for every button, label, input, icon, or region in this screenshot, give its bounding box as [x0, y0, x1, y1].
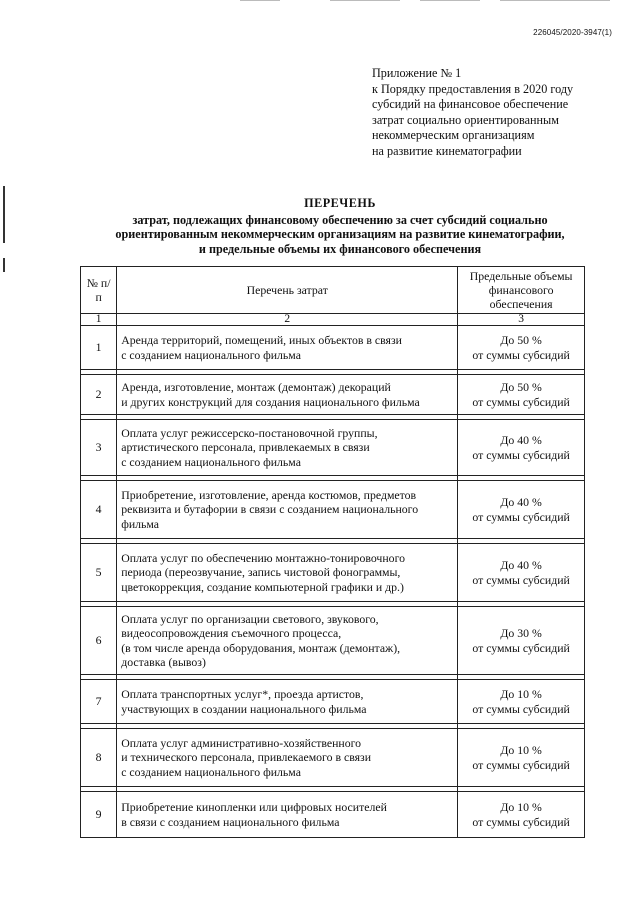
title-heading: ПЕРЕЧЕНЬ	[304, 196, 376, 210]
expense-name-line: Аренда, изготовление, монтаж (демонтаж) декораций	[121, 380, 391, 395]
column-index: 1	[81, 314, 117, 326]
expense-name-line: и других конструкций для создания национального фильма	[121, 394, 420, 409]
header-num: № п/п	[81, 267, 117, 314]
title-subtitle-line: ориентированным некоммерческим организациям на развитие кинематографии,	[115, 227, 565, 242]
column-index: 2	[117, 314, 458, 326]
expense-name	[117, 420, 458, 476]
table-row	[81, 680, 585, 724]
expense-limit-line: До 10 %	[500, 687, 542, 702]
expense-name-line: (в том числе аренда оборудования, монтаж (демонтаж),	[121, 640, 401, 655]
expense-name-line: цветокоррекция, создание компьютерной графики и др.)	[121, 579, 404, 594]
expense-limit-line: До 40 %	[500, 433, 542, 448]
table-header-row	[81, 267, 585, 314]
row-number: 1	[81, 326, 117, 370]
table-row	[81, 544, 585, 602]
expense-name	[117, 544, 458, 602]
expense-name-line: Оплата услуг административно-хозяйственного	[121, 736, 362, 751]
title-subtitle-line: затрат, подлежащих финансовому обеспечению за счет субсидий социально	[132, 212, 548, 227]
expense-name-line: с созданием национального фильма	[121, 454, 301, 469]
expense-name-line: Оплата транспортных услуг*, проезда артистов,	[121, 687, 364, 702]
expense-limit	[458, 326, 585, 370]
row-number: 3	[81, 420, 117, 476]
expense-name	[117, 729, 458, 787]
row-number: 9	[81, 792, 117, 838]
appendix-line: на развитие кинематографии	[372, 143, 522, 158]
appendix-line: некоммерческим организациям	[372, 128, 535, 143]
expense-limit-line: от суммы субсидий	[472, 394, 570, 409]
table-row	[81, 326, 585, 370]
table-row	[81, 420, 585, 476]
expense-limit	[458, 792, 585, 838]
expense-limit-line: от суммы субсидий	[472, 509, 570, 524]
expense-limit	[458, 607, 585, 675]
table-row	[81, 607, 585, 675]
row-number: 2	[81, 375, 117, 415]
expense-limit-line: от суммы субсидий	[472, 814, 570, 829]
expenses-table	[80, 266, 585, 838]
expense-limit-line: До 50 %	[500, 380, 542, 395]
expense-name-line: фильма	[121, 516, 160, 531]
expense-name-line: реквизита и бутафории в связи с созданием национального	[121, 502, 419, 517]
row-number: 6	[81, 607, 117, 675]
title-subtitle-line: и предельные объемы их финансового обеспечения	[198, 241, 482, 256]
expense-limit-line: До 30 %	[500, 626, 542, 641]
row-number: 5	[81, 544, 117, 602]
table-row	[81, 375, 585, 415]
expense-name	[117, 481, 458, 539]
expense-limit-line: от суммы субсидий	[472, 701, 570, 716]
document-title	[90, 196, 590, 256]
expense-limit	[458, 544, 585, 602]
expense-name-line: периода (переозвучание, запись чистовой фонограммы,	[121, 565, 401, 580]
expense-name-line: Оплата услуг по организации светового, звукового,	[121, 612, 379, 627]
expense-name-line: Оплата услуг по обеспечению монтажно-тонировочного	[121, 551, 406, 566]
expense-name-line: доставка (вывоз)	[121, 654, 206, 669]
table-body	[81, 326, 585, 838]
header-limit: Предельные объемы финансового обеспечения	[458, 267, 585, 314]
header-name: Перечень затрат	[117, 267, 458, 314]
table-row	[81, 481, 585, 539]
expense-limit	[458, 729, 585, 787]
expense-name-line: артистического персонала, привлекаемых в связи	[121, 440, 370, 455]
document-id: 226045/2020-3947(1)	[533, 28, 612, 37]
expense-name	[117, 375, 458, 415]
appendix-line: субсидий на финансовое обеспечение	[372, 97, 569, 112]
expense-name	[117, 607, 458, 675]
expense-name	[117, 792, 458, 838]
expense-limit-line: До 10 %	[500, 800, 542, 815]
column-index-row	[81, 314, 585, 326]
column-index: 3	[458, 314, 585, 326]
scan-artifact	[240, 0, 620, 2]
row-number: 7	[81, 680, 117, 724]
expense-name-line: Аренда территорий, помещений, иных объектов в связи	[121, 333, 402, 348]
row-number: 8	[81, 729, 117, 787]
appendix-note	[372, 66, 622, 160]
appendix-line: к Порядку предоставления в 2020 году	[372, 81, 574, 96]
appendix-line: Приложение № 1	[372, 66, 462, 80]
margin-mark	[3, 186, 5, 243]
expense-limit-line: от суммы субсидий	[472, 757, 570, 772]
expense-name-line: с созданием национального фильма	[121, 347, 301, 362]
expense-name	[117, 680, 458, 724]
expense-name-line: видеосопровождения съемочного процесса,	[121, 626, 342, 641]
appendix-line: затрат социально ориентированным	[372, 112, 559, 127]
expense-name	[117, 326, 458, 370]
expense-limit-line: До 10 %	[500, 743, 542, 758]
expense-name-line: участвующих в создании национального фильма	[121, 701, 367, 716]
expense-name-line: с созданием национального фильма	[121, 764, 301, 779]
expense-limit-line: До 40 %	[500, 558, 542, 573]
expense-limit	[458, 481, 585, 539]
expense-limit-line: До 50 %	[500, 333, 542, 348]
expense-limit-line: До 40 %	[500, 495, 542, 510]
expense-name-line: Приобретение, изготовление, аренда костюмов, предметов	[121, 488, 417, 503]
expense-limit-line: от суммы субсидий	[472, 347, 570, 362]
expense-limit-line: от суммы субсидий	[472, 572, 570, 587]
expense-name-line: Приобретение кинопленки или цифровых носителей	[121, 800, 387, 815]
expense-name-line: в связи с созданием национального фильма	[121, 814, 340, 829]
expense-limit-line: от суммы субсидий	[472, 447, 570, 462]
expense-limit-line: от суммы субсидий	[472, 640, 570, 655]
table-row	[81, 792, 585, 838]
expense-limit	[458, 420, 585, 476]
expense-limit	[458, 680, 585, 724]
expense-name-line: и технического персонала, привлекаемого в связи	[121, 750, 372, 765]
row-number: 4	[81, 481, 117, 539]
table-row	[81, 729, 585, 787]
expense-limit	[458, 375, 585, 415]
margin-mark	[3, 258, 5, 272]
expense-name-line: Оплата услуг режиссерско-постановочной группы,	[121, 426, 378, 441]
